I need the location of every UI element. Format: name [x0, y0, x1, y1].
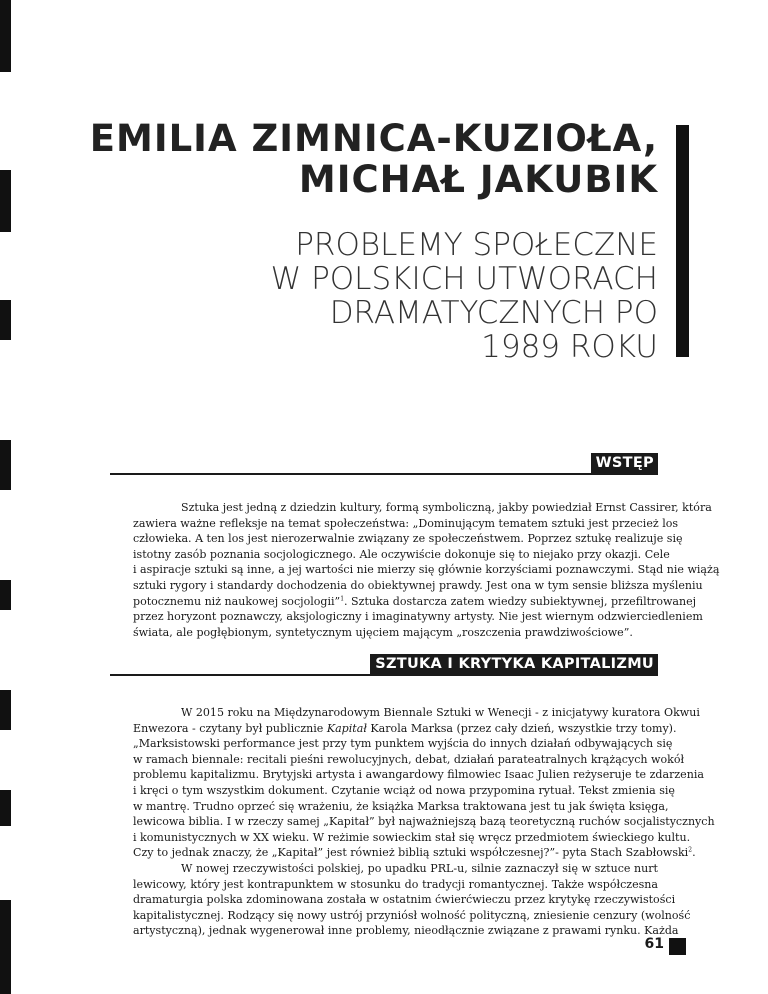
text-line: lewicowa biblia. I w rzeczy samej „Kapitał” był najważniejszą bazą teoretyczną ruchów socjalistycznych: [133, 815, 715, 829]
text-line: Sztuka jest jedną z dziedzin kultury, formą symboliczną, jakby powiedział Ernst Cassirer, która: [181, 501, 712, 514]
text-line: [133, 594, 697, 610]
page-number-marker: [669, 938, 686, 955]
text-line: artystyczną), jednak wygenerował inne problemy, nieodłącznie związane z prawami rynku. Każda: [133, 924, 679, 938]
binding-stripe: [0, 900, 11, 994]
text-line: kapitalistycznej. Rodzący się nowy ustrój przyniósł wolność polityczną, zniesienie cenzury (wolność: [133, 908, 691, 922]
binding-stripe: [0, 790, 11, 826]
article-authors: [58, 118, 658, 201]
text-run: Enwezora - czytany był publicznie: [133, 721, 327, 735]
text-run: Karola Marksa (przez cały dzień, wszystkie trzy tomy).: [366, 721, 677, 735]
section-heading-intro: WSTĘP: [591, 453, 658, 473]
author-line: MICHAŁ JAKUBIK: [298, 158, 658, 202]
binding-stripe: [0, 690, 11, 730]
text-run: potocznemu niż naukowej socjologii”: [133, 594, 341, 608]
binding-stripe: [0, 0, 11, 72]
text-run: . Sztuka dostarcza zatem wiedzy subiektywnej, przefiltrowanej: [344, 594, 697, 608]
author-line: EMILIA ZIMNICA-KUZIOŁA,: [89, 117, 658, 160]
page-number: 61: [644, 936, 664, 952]
title-line: DRAMATYCZNYCH PO: [329, 295, 658, 332]
article-title: [138, 228, 658, 364]
text-line: przez horyzont poznawczy, aksjologiczny i imaginatywny artysty. Nie jest wiernym odzwierciedleniem: [133, 610, 703, 624]
text-line: [133, 721, 677, 737]
text-line: w ramach biennale: recitali pieśni rewolucyjnych, debat, działań parateatralnych krążących wokół: [133, 752, 685, 766]
text-line: i aspiracje sztuki są inne, a jej wartości nie mierzy się głównie korzyściami poznawczymi. Stąd nie wiążą: [133, 563, 720, 577]
text-line: sztuki rygory i standardy dochodzenia do obiektywnej prawdy. Jest ona w tym sensie bliższa myśleniu: [133, 578, 703, 592]
binding-stripe: [0, 440, 11, 490]
text-line: problemu kapitalizmu. Brytyjski artysta i awangardowy filmowiec Isaac Julien reżyseruje te zdarzenia: [133, 768, 704, 782]
text-line: „Marksistowski performance jest przy tym punktem wyjścia do innych działań odbywających się: [133, 737, 673, 751]
section-divider: [110, 473, 658, 475]
text-line: W 2015 roku na Międzynarodowym Biennale Sztuki w Wenecji - z inicjatywy kuratora Okwui: [181, 706, 700, 719]
text-line: w mantrę. Trudno oprzeć się wrażeniu, że książka Marksa traktowana jest tu jak święta księga,: [133, 799, 669, 813]
text-line: W nowej rzeczywistości polskiej, po upadku PRL-u, silnie zaznaczył się w sztuce nurt: [181, 861, 658, 875]
capitalism-paragraph: [133, 705, 715, 939]
intro-paragraph: [133, 500, 720, 640]
title-line: 1989 ROKU: [481, 329, 658, 366]
footnote-ref[interactable]: 2: [688, 846, 693, 854]
text-line: [133, 845, 696, 861]
text-run: Czy to jednak znaczy, że „Kapitał” jest również biblią sztuki współczesnej?”- pyta Stach Szabłowski: [133, 846, 689, 860]
text-line: dramaturgia polska zdominowana została w ostatnim ćwierćwieczu przez krytykę rzeczywistości: [133, 893, 676, 907]
title-line: PROBLEMY SPOŁECZNE: [295, 227, 658, 263]
book-title: Kapitał: [326, 721, 367, 735]
footnote-ref[interactable]: 1: [340, 594, 345, 602]
binding-stripe: [0, 580, 11, 610]
binding-stripe: [0, 170, 11, 232]
text-line: świata, ale pogłębionym, syntetycznym ujęciem mającym „roszczenia prawdziwościowe”.: [133, 625, 633, 639]
text-line: i komunistycznych w XX wieku. W reżimie sowieckim stał się wręcz przedmiotem świeckiego kultu.: [133, 830, 691, 844]
text-line: lewicowy, który jest kontrapunktem w stosunku do tradycji romantycznej. Także współczesna: [133, 877, 658, 891]
text-line: człowieka. A ten los jest nierozerwalnie związany ze społeczeństwem. Poprzez sztukę realizuje się: [133, 532, 683, 546]
section-heading-capitalism: SZTUKA I KRYTYKA KAPITALIZMU: [370, 654, 658, 674]
text-line: zawiera ważne refleksje na temat społeczeństwa: „Dominującym tematem sztuki jest przecież los: [133, 516, 679, 530]
binding-stripe: [0, 300, 11, 340]
title-line: W POLSKICH UTWORACH: [270, 261, 658, 298]
text-run: .: [692, 846, 696, 860]
text-line: i kręci o tym wszystkim dokument. Czytanie wciąż od nowa przypomina rytuał. Tekst zmienia się: [133, 783, 675, 797]
title-accent-bar: [676, 125, 689, 357]
section-divider: [110, 674, 658, 676]
text-line: istotny zasób poznania socjologicznego. Ale oczywiście dokonuje się to niejako przy okazji. Cele: [133, 547, 670, 561]
